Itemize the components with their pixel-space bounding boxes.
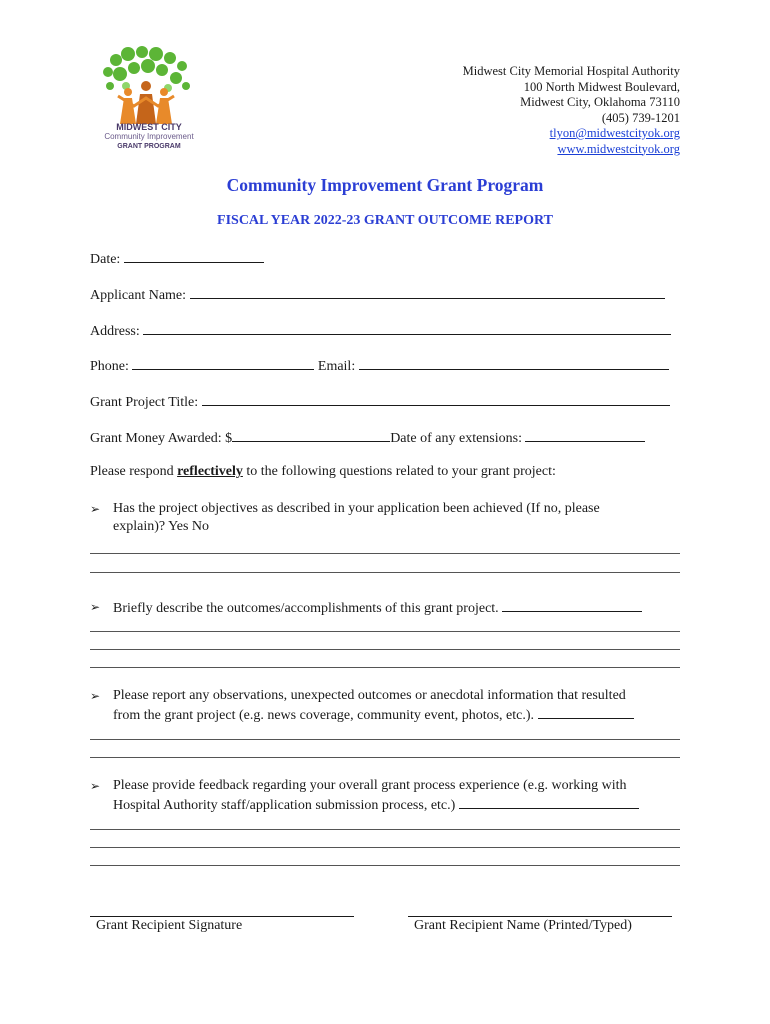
tree-people-icon (98, 46, 194, 126)
page-title: Community Improvement Grant Program (226, 175, 544, 195)
question-1-line-2: explain)? Yes No (113, 519, 210, 534)
answer-line[interactable] (90, 553, 680, 554)
org-contact-block (463, 64, 680, 157)
question-4 (90, 777, 680, 815)
logo-text (104, 122, 194, 151)
answer-line-inline[interactable] (538, 705, 634, 719)
address-label: Address: (90, 324, 140, 339)
email-input[interactable] (359, 356, 669, 370)
answer-line[interactable] (90, 865, 680, 866)
printed-name-label: Grant Recipient Name (Printed/Typed) (414, 918, 632, 933)
instructions (90, 464, 556, 480)
arrow-bullet-icon: ➢ (90, 600, 101, 614)
phone-email-field (90, 356, 669, 375)
applicant-field (90, 285, 665, 304)
question-4-line-2: Hospital Authority staff/application submission process, etc.) (113, 798, 456, 813)
answer-line[interactable] (90, 667, 680, 668)
date-label: Date: (90, 252, 121, 267)
answer-line[interactable] (90, 829, 680, 830)
address-field (90, 321, 671, 340)
address-input[interactable] (143, 321, 671, 335)
answer-line[interactable] (90, 631, 680, 632)
org-email-link[interactable]: tlyon@midwestcityok.org (549, 126, 680, 140)
question-1 (90, 500, 680, 536)
money-field (90, 428, 645, 447)
answer-line[interactable] (90, 572, 680, 573)
project-title-input[interactable] (202, 392, 670, 406)
date-field (90, 249, 264, 268)
arrow-bullet-icon: ➢ (90, 689, 101, 703)
answer-line[interactable] (90, 757, 680, 758)
project-title-field (90, 392, 670, 411)
org-website-link[interactable]: www.midwestcityok.org (557, 141, 680, 156)
org-name: Midwest City Memorial Hospital Authority (462, 64, 680, 78)
logo-line-2: Community Improvement (104, 132, 194, 141)
logo-line-1: MIDWEST CITY (116, 122, 182, 132)
question-4-line-1: Please provide feedback regarding your overall grant process experience (e.g. working with (113, 778, 627, 793)
question-2-line-1: Briefly describe the outcomes/accomplishments of this grant project. (113, 601, 499, 616)
extensions-label: Date of any extensions: (390, 431, 522, 446)
email-label: Email: (317, 359, 356, 374)
project-title-label: Grant Project Title: (90, 395, 199, 410)
answer-line-inline[interactable] (459, 795, 639, 809)
org-address-line-1: 100 North Midwest Boulevard, (523, 79, 680, 94)
arrow-bullet-icon: ➢ (90, 502, 101, 516)
extensions-input[interactable] (525, 428, 645, 442)
question-3-line-2: from the grant project (e.g. news coverage, community event, photos, etc.). (113, 708, 535, 723)
arrow-bullet-icon: ➢ (90, 779, 101, 793)
signature-label: Grant Recipient Signature (96, 918, 243, 933)
applicant-input[interactable] (190, 285, 665, 299)
answer-line[interactable] (90, 847, 680, 848)
question-2 (90, 598, 680, 618)
printed-name-line[interactable] (408, 916, 672, 917)
instructions-emph: reflectively (177, 464, 243, 479)
logo-line-3: GRANT PROGRAM (117, 143, 181, 150)
date-input[interactable] (124, 249, 264, 263)
org-phone: (405) 739-1201 (601, 110, 680, 125)
phone-label: Phone: (90, 359, 129, 374)
phone-input[interactable] (132, 356, 314, 370)
instructions-pre: Please respond (90, 464, 178, 479)
question-1-line-1: Has the project objectives as described in your application been achieved (If no, please (113, 501, 600, 516)
answer-line[interactable] (90, 649, 680, 650)
instructions-post: to the following questions related to your grant project: (242, 464, 556, 479)
money-label: Grant Money Awarded: $ (90, 431, 233, 446)
applicant-label: Applicant Name: (90, 288, 187, 303)
answer-line[interactable] (90, 739, 680, 740)
money-input[interactable] (232, 428, 390, 442)
question-3-line-1: Please report any observations, unexpected outcomes or anecdotal information that resulted (113, 688, 626, 703)
page-subtitle: FISCAL YEAR 2022-23 GRANT OUTCOME REPORT (217, 213, 553, 228)
signature-line[interactable] (90, 916, 354, 917)
answer-line-inline[interactable] (502, 598, 642, 612)
org-address-line-2: Midwest City, Oklahoma 73110 (520, 95, 680, 109)
question-3 (90, 687, 680, 725)
